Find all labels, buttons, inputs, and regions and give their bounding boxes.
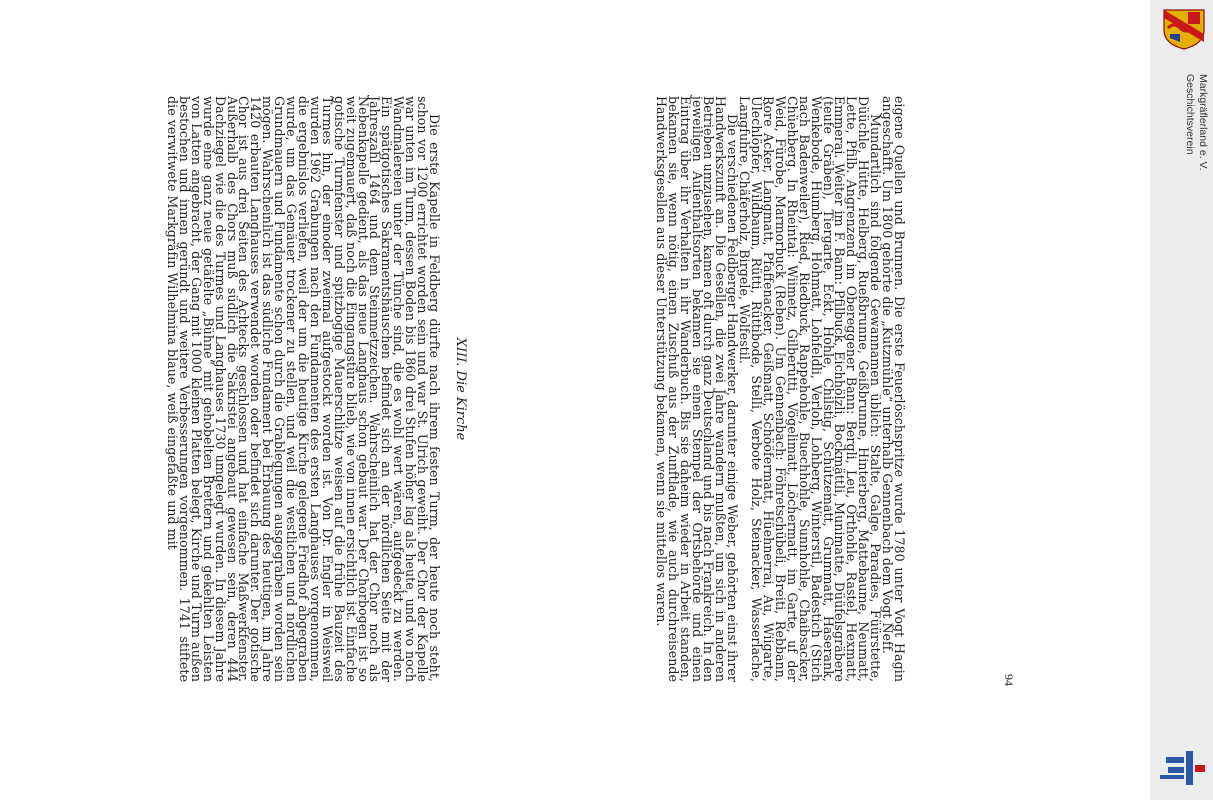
chapter-heading: XIII. Die Kirche — [453, 337, 468, 441]
paragraph: eigene Quellen und Brunnen. Die erste Feuerlöschspritze wurde 1780 unter Vogt Hagin angeschafft. Um 1800 gehörte die „Kutzmühle“ unterhalb Gennenbach dem Vogt Neff. — [880, 96, 907, 682]
org-name-line1: Geschichtsverein — [1184, 74, 1196, 155]
coat-of-arms-icon — [1160, 8, 1208, 50]
paragraph: Die verschiedenen Feldberger Handwerker, darunter einige Weber, gehörten einst ihrer Handwerkszunft an. Die Gesellen, die zwei Jahre wandern mußten, um sich in anderen Betrieben umzusehen, kamen oft durch ganz Deutschland und bis nach Frankreich. In den jeweiligen Aufenthaltsorten bekamen sie einen Stempel der Ortsbehörde und einen Eintrag über ihr Verhalten in ihr Wanderbuch. Bis sie daheim wieder in Arbeit standen, bekamen sie, wenn nötig, einen Zuschuß aus der Zunftlade, wie auch durchreisende Handwerksgesellen aus dieser Unterstützung bekamen, wenn sie mittellos waren. — [653, 96, 741, 682]
page-number: 94 — [1002, 674, 1016, 686]
library-logo-icon — [1158, 745, 1208, 790]
column-top-section — [655, 96, 905, 682]
paragraph: Mundartlich sind folgende Gewannamen üblich: Stalte, Galge, Paradies, Füürstette, Düüchle, Hütte, Helberg, Rueßbrunne, Geißbrunne, Hinterberg, Mattebaume, Neumatt, Lette, Pfilb. Angrenzend im Obereggener Bann: Bergli, Leu, Orthohle, Rastel, Hexmatt, Emmerai. Weiter im F. Bann: Pfilbuck, Eichhölzli, Bockmättli, Munimatte, Düüfelsgräbere (teufe Gräben), Tiergarte, Eckt, Hohle, Chilstig, Schützematt, Grummatt, Haserank, Wenkebode, Humberg, Hohmatt, Lohfeldli, Verloh, Lohberg, Winterstil, Badestich (Stich nach Badenweiler), Ried, Riedbuck, Rappehohle, Buechhohle, Sunnhohle, Chaibsacker, Chüehberg. In Rheintal: Wiimetz, Gilberütti, Vögelimatt, Löchermatt, im Garte, uf der Weid, Fürobe, Marmorbuck (Reben). Um Gennenbach: Föhretschübeli, Breiti, Rebbann, Rore Acker, Langmatt, Pfaffenacker, Geißmatt, Schööfermatt, Hüehnerrai, Au, Wiigarte, Ülechlöpfer, Wildbaum, Rütti, Rüttibode, Stelli, Verbote Holz, Steinacker, Wasserlache, Langfuhre, Chäferholz, Birgele, Wolfestil. — [737, 96, 884, 682]
org-name-line2: Markgräflerland e. V. — [1197, 74, 1209, 171]
column-church-section — [166, 96, 440, 682]
paragraph: Die erste Kapelle in Feldberg dürfte nach ihrem festen Turm, der heute noch steht, schon vor 1200 errichtet worden sein und war St. Ulrich geweiht. Der Chor der Kapelle war unten im Turm, dessen Boden bis 1860 drei Stufen höher lag als heute, und wo noch Wandmalereien unter der Tünche sind, die es wohl wert wären, aufgedeckt zu werden. Ein spätgotisches Sakramentshäuschen befindet sich an der nördlichen Seite mit der Jahreszahl 1464 und dem Steinmetzzeichen. Wahrscheinlich hat der Chor noch als Nebenkapelle gedient, als das neue Langhaus schon gebaut war. Der Chorbogen ist so weit zugemauert, daß noch die Eingangstüre blieb, wie von innen ersichtlich ist. Einfache gotische Turmfenster und spitzbogige Mauerschlitze weisen auf die frühe Bauzeit des Turmes hin, der einoder zweimal aufgestockt worden ist. Von Dr. Engler in Weisweil wurden 1962 Grabungen nach den Fundamenten des ersten Langhauses vorgenommen, die ergebnislos verliefen, weil der um die heutige Kirche gelegene Friedhof abgegraben wurde, um das Gemäuer trockener zu stellen, und weil die westlichen und nördlichen Grundmauern und Fundamente schon durch die Grablegungen ausgegraben worden sein mögen. Wahrscheinlich ist das südliche Fundament bei Erbauung des heutigen, im Jahre 1420 erbauten Langhauses verwendet worden oder befindet sich darunter. Der gotische Chor ist aus drei Seiten des Achtecks geschlossen und hat einfache Maßwerkfenster. Außerhalb des Chors muß südlich die Sakristei angebaut gewesen sein, deren 444 Dachziegel wie die des Turmes und Langhauses 1730 umgelegt wurden. In diesem Jahre wurde eine ganz neue getäfelte „Bühne“ mit gehobelten Brettern und gekehlten Leisten von Latten angebracht, der Gang mit 1000 kleinen Platten belegt, Kirche und Turm außen bestochen und innen geründt und weitere Verbesserungen vorgenommen. 1741 stiftete die verwitwete Markgräfin Wilhelmina blaue, weiß eingefaßte und mit — [165, 96, 442, 682]
